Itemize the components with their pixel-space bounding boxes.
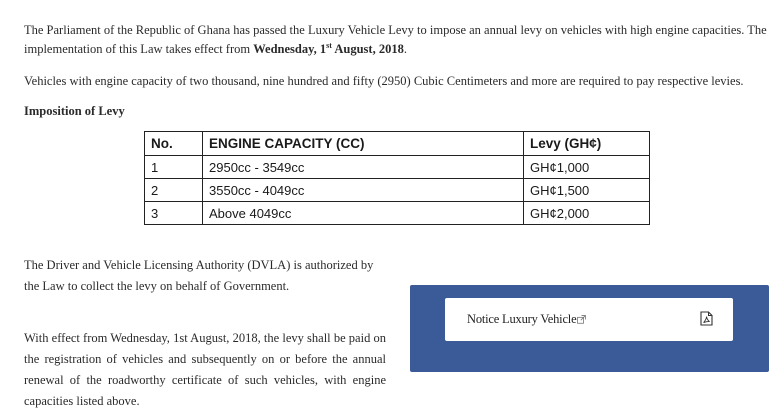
column-header-engine-capacity: ENGINE CAPACITY (CC): [203, 132, 524, 156]
column-header-levy: Levy (GH¢): [524, 132, 650, 156]
notice-link[interactable]: [467, 312, 586, 328]
row-number: 1: [145, 156, 203, 179]
pdf-file-icon[interactable]: [700, 311, 713, 331]
intro-paragraph: [24, 21, 772, 59]
effective-date: [253, 42, 404, 56]
engine-capacity-cell: 3550cc - 4049cc: [203, 179, 524, 202]
payment-note: With effect from Wednesday, 1st August, 2018, the levy shall be paid on the registration of vehicles and subsequently on or before the annual renewal of the roadworthy certificate of such vehicles, with engine capacities listed above.: [24, 331, 386, 408]
notice-card[interactable]: [445, 298, 733, 341]
column-header-number: No.: [145, 132, 203, 156]
levy-amount-cell: GH¢2,000: [524, 202, 650, 225]
row-number: 3: [145, 202, 203, 225]
capacity-note: Vehicles with engine capacity of two thousand, nine hundred and fifty (2950) Cubic Centimeters and more are required to pay respective levies.: [24, 74, 744, 88]
effective-date-rest: August, 2018: [331, 42, 404, 56]
notice-panel: [410, 285, 769, 372]
row-number: 2: [145, 179, 203, 202]
effective-date-day: Wednesday, 1: [253, 42, 327, 56]
levy-amount-cell: GH¢1,000: [524, 156, 650, 179]
levy-amount-cell: GH¢1,500: [524, 179, 650, 202]
notice-link-label[interactable]: Notice Luxury Vehicle: [467, 312, 577, 326]
intro-text: The Parliament of the Republic of Ghana has passed the Luxury Vehicle Levy to impose an annual levy on vehicles with high engine capacities. The implementation of this Law takes effect from: [24, 23, 767, 56]
table-row: [145, 202, 650, 225]
table-row: [145, 179, 650, 202]
engine-capacity-cell: 2950cc - 3549cc: [203, 156, 524, 179]
table-header-row: [145, 132, 650, 156]
external-link-icon: [577, 313, 586, 328]
section-heading: Imposition of Levy: [24, 104, 125, 118]
effective-date-suffix: st: [326, 40, 332, 50]
intro-period: .: [403, 42, 407, 56]
authority-note: The Driver and Vehicle Licensing Authority (DVLA) is authorized by the Law to collect the levy on behalf of Government.: [24, 258, 374, 293]
table-row: [145, 156, 650, 179]
levy-table: [144, 131, 650, 225]
engine-capacity-cell: Above 4049cc: [203, 202, 524, 225]
